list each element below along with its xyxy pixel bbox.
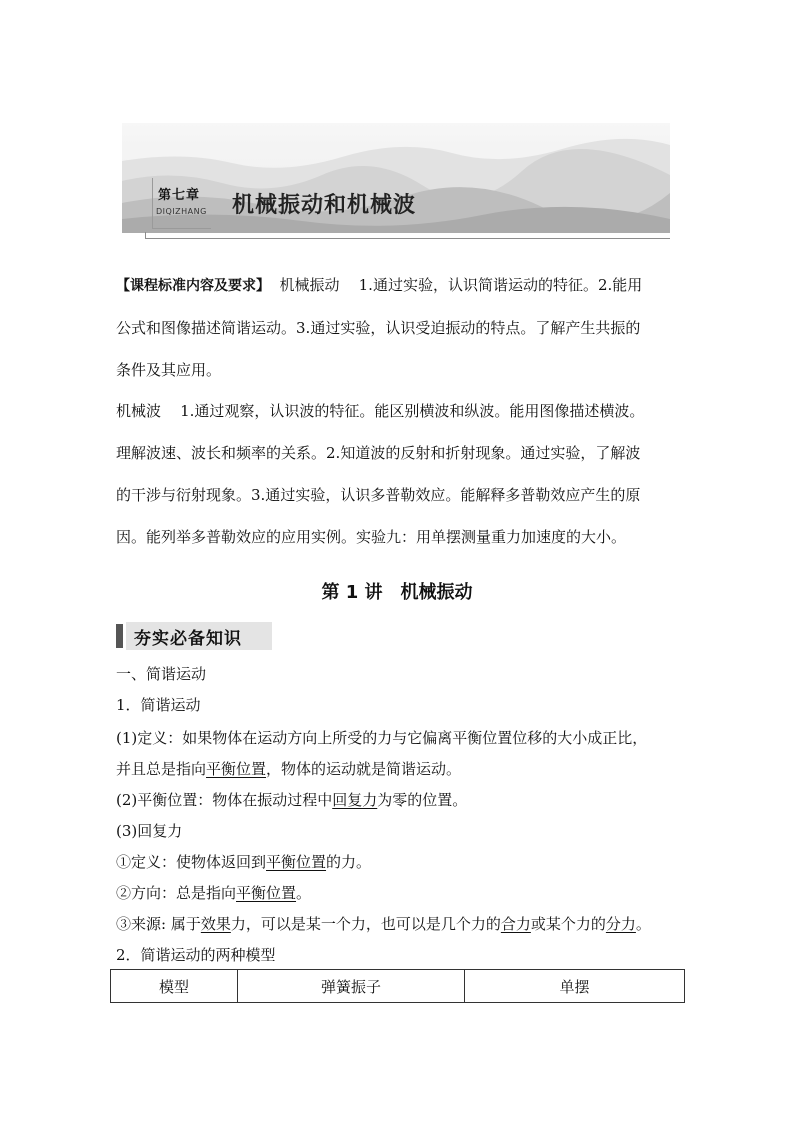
banner-rule [145,238,670,239]
answer-resultant-force: 合力 [500,915,531,933]
subheading-two-models: 2．简谐运动的两种模型 [116,946,276,964]
equilibrium-text-end: 为零的位置。 [377,791,468,809]
chapter-title: 机械振动和机械波 [232,193,417,218]
table-header-spring-oscillator: 弹簧振子 [238,970,465,1003]
answer-effect: 效果 [200,915,231,933]
answer-component-force: 分力 [605,915,636,933]
vibration-text-3: 条件及其应用。 [116,361,222,379]
answer-equilibrium-position: 平衡位置 [266,853,327,871]
restoring-direction [116,882,311,903]
lecture-title: 第 1 讲 机械振动 [321,582,473,603]
definition-line-1: (1)定义：如果物体在运动方向上所受的力与它偏离平衡位置位移的大小成正比， [116,729,648,747]
table-header-simple-pendulum: 单摆 [465,970,685,1003]
section-header-text: 夯实必备知识 [134,629,242,649]
heading-simple-harmonic: 一、简谐运动 [116,665,207,683]
restoring-force-heading: (3)回复力 [116,822,183,840]
wave-text-1: 1.通过观察，认识波的特征。能区别横波和纵波。能用图像描述横波。 [180,402,645,420]
restoring-direction-text: ②方向：总是指向 [116,884,237,902]
source-text-d: 。 [635,915,651,933]
restoring-definition-end: 的力。 [326,853,372,871]
section-header [116,622,272,650]
vibration-text-2: 公式和图像描述简谐运动。3.通过实验，认识受迫振动的特点。了解产生共振的 [116,319,641,337]
wave-label: 机械波 [116,402,162,420]
source-text-b: 力，可以是某一个力，也可以是几个力的 [230,915,501,933]
definition-line-2 [116,758,461,779]
equilibrium-text: (2)平衡位置：物体在振动过程中 [116,791,333,809]
table-header-model: 模型 [111,970,238,1003]
standards-wave [116,390,682,558]
equilibrium-line [116,789,467,810]
wave-text-3: 的干涉与衍射现象。3.通过实验，认识多普勒效应。能解释多普勒效应产生的原 [116,486,641,504]
banner-rule-tick [145,232,146,239]
wave-text-4: 因。能列举多普勒效应的应用实例。实验九：用单摆测量重力加速度的大小。 [116,528,627,546]
restoring-definition-text: ①定义：使物体返回到 [116,853,267,871]
chapter-label: 第七章 [158,188,201,203]
table-header-row [111,970,685,1003]
restoring-source [116,913,651,934]
source-text-a: ③来源: 属于 [116,915,201,933]
restoring-direction-end: 。 [296,884,312,902]
definition-text-end: ，物体的运动就是简谐运动。 [266,760,462,778]
answer-restoring-force: 回复力 [332,791,378,809]
section-header-bar [116,624,123,648]
answer-equilibrium-position: 平衡位置 [206,760,267,778]
source-text-c: 或某个力的 [530,915,606,933]
restoring-definition [116,851,371,872]
wave-text-2: 理解波速、波长和频率的关系。2.知道波的反射和折射现象。通过实验，了解波 [116,444,641,462]
subheading-simple-harmonic: 1．简谐运动 [116,696,201,714]
standards-vibration [116,264,682,391]
vibration-text-1: 1.通过实验，认识简谐运动的特征。2.能用 [358,276,643,294]
answer-equilibrium-position: 平衡位置 [236,884,297,902]
models-table [110,969,685,1003]
definition-text: 并且总是指向 [116,760,207,778]
standards-bracket-label: 【课程标准内容及要求】 [116,278,270,294]
vibration-label: 机械振动 [279,276,340,294]
chapter-pinyin: DIQIZHANG [156,207,207,216]
